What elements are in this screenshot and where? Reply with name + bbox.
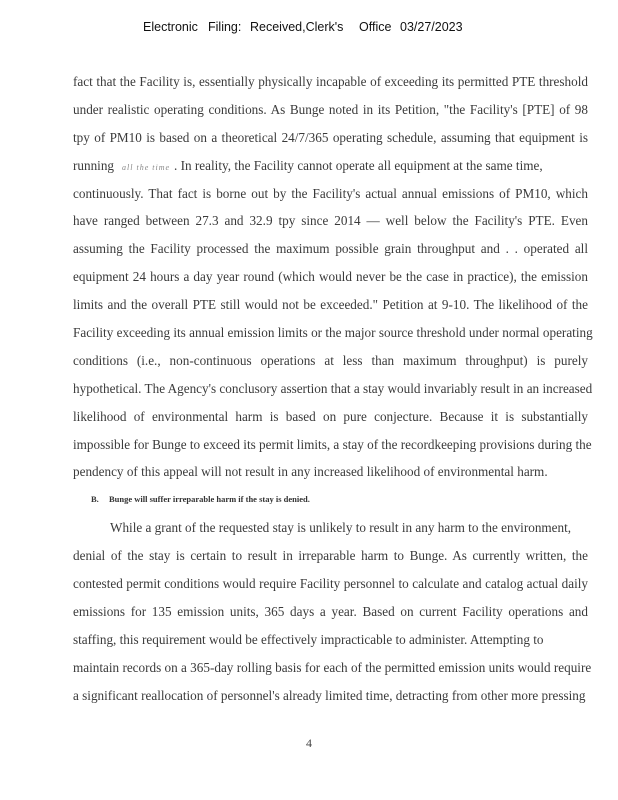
page-number: 4 (306, 736, 312, 750)
text-line: likelihood of environmental harm is based on pure conjecture. Because it is substantially (73, 408, 588, 424)
text-line: While a grant of the requested stay is unlikely to result in any harm to the environment, (110, 520, 572, 536)
text-line: staffing, this requirement would be effectively impracticable to administer. Attempting to (73, 631, 544, 647)
section-title: Bunge will suffer irreparable harm if the stay is denied. (109, 494, 310, 505)
emphasis-all-the-time: all the time (122, 162, 171, 172)
text-line: tpy of PM10 is based on a theoretical 24/7/365 operating schedule, assuming that equipment is (73, 129, 588, 145)
header-filing: Filing: (208, 20, 242, 34)
text-line: Facility exceeding its annual emission limits or the major source threshold under normal operating (73, 325, 593, 341)
paragraph-1 (73, 68, 593, 486)
paragraph-2 (73, 514, 592, 709)
text-line: fact that the Facility is, essentially physically incapable of exceeding its permitted PTE threshold (73, 74, 588, 89)
header-received: Received,Clerk's (250, 20, 344, 34)
text-fragment: . In reality, the Facility cannot operate all equipment at the same time, (174, 157, 543, 173)
text-line: equipment 24 hours a day year round (which would never be the case in practice), the emission (73, 269, 588, 285)
header-electronic: Electronic (143, 20, 198, 34)
text-line: conditions (i.e., non-continuous operations at less than maximum throughput) is purely (73, 352, 588, 368)
text-line: continuously. That fact is borne out by the Facility's actual annual emissions of PM10, which (73, 185, 588, 201)
text-line: contested permit conditions would require Facility personnel to calculate and catalog actual daily (73, 576, 588, 592)
text-line: denial of the stay is certain to result in irreparable harm to Bunge. As currently written, the (73, 548, 588, 564)
text-line: emissions for 135 emission units, 365 days a year. Based on current Facility operations and (73, 603, 588, 619)
text-line: maintain records on a 365-day rolling basis for each of the permitted emission units would require (73, 659, 592, 675)
text-fragment: running (73, 157, 115, 173)
header-office: Office (359, 20, 392, 34)
text-line: have ranged between 27.3 and 32.9 tpy since 2014 — well below the Facility's PTE. Even (73, 213, 588, 229)
section-heading-b (73, 486, 588, 514)
section-label: B. (91, 494, 99, 505)
text-line: a significant reallocation of personnel's already limited time, detracting from other more pressing (73, 687, 586, 703)
text-line: assuming the Facility processed the maximum possible grain throughput and . . operated all (73, 241, 588, 257)
header-date: 03/27/2023 (400, 20, 463, 34)
text-line: hypothetical. The Agency's conclusory assertion that a stay would invariably result in an increased (73, 380, 593, 396)
document-body (73, 68, 593, 709)
text-line (73, 152, 588, 180)
text-line: limits and the overall PTE still would not be exceeded." Petition at 9-10. The likelihood of the (73, 297, 588, 313)
text-line: pendency of this appeal will not result in any increased likelihood of environmental harm. (73, 464, 548, 480)
text-line: under realistic operating conditions. As Bunge noted in its Petition, "the Facility's [PTE] of 98 (73, 101, 588, 117)
text-line: impossible for Bunge to exceed its permit limits, a stay of the recordkeeping provisions during the (73, 436, 592, 452)
